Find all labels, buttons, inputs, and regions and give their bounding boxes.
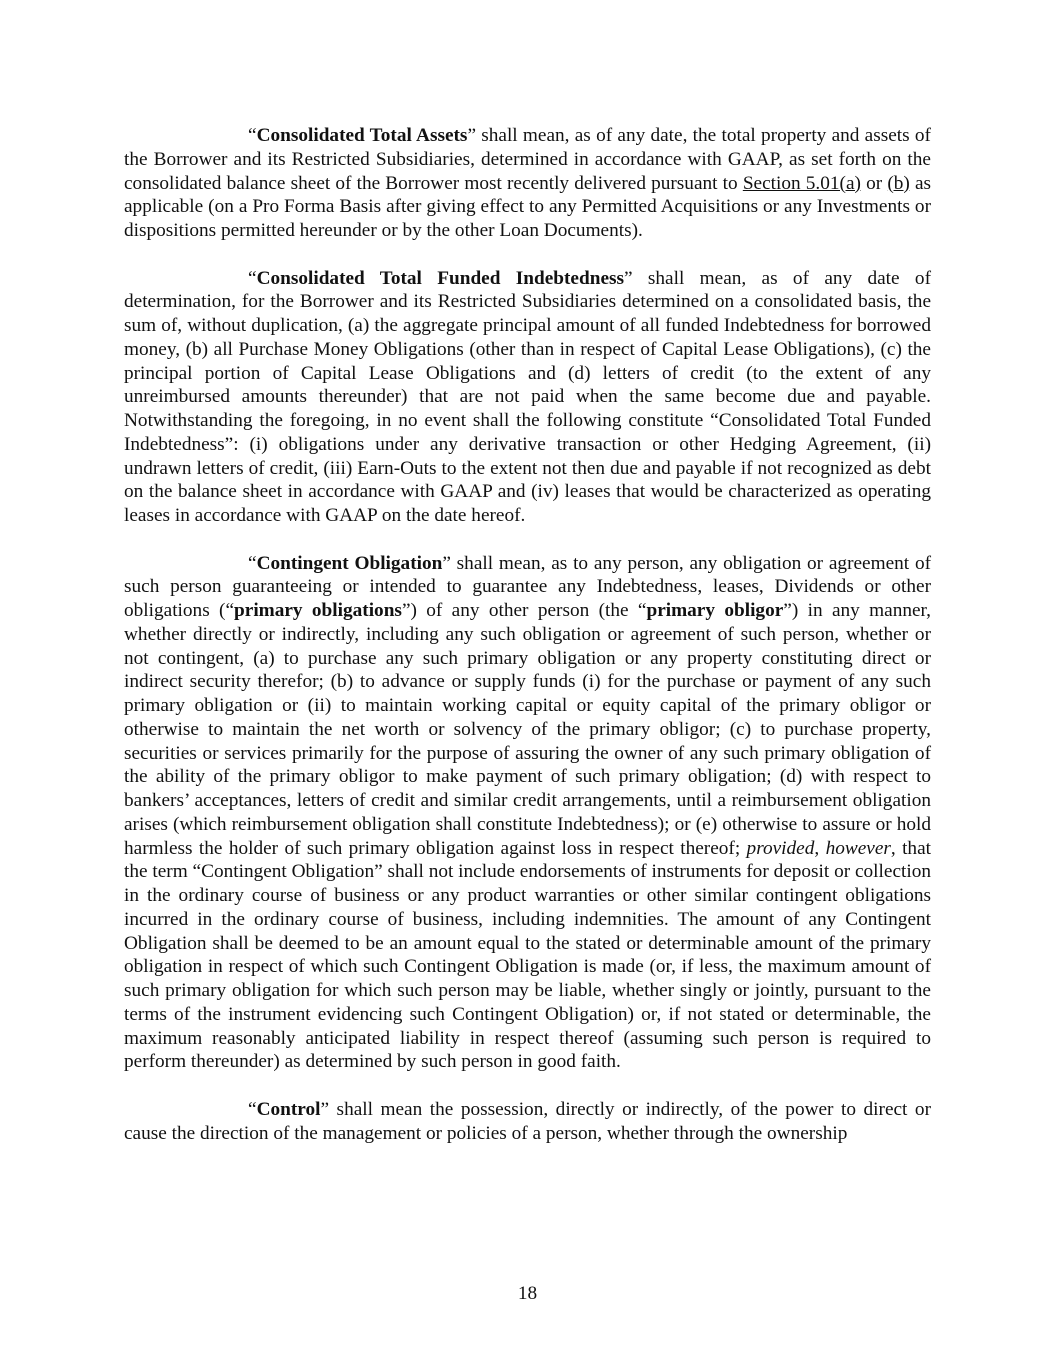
definition-paragraph <box>124 552 931 1075</box>
defined-term: Contingent Obligation <box>256 552 443 574</box>
body-text: ” shall mean, as of any date, the total property and assets of the Borrower and its Restricted Subsidiaries, determined in accordance with GAAP, as set forth on the consolidated balance sheet of the Borrower most recently delivered pursuant to <box>124 125 931 194</box>
definition-paragraph <box>124 124 931 243</box>
emphasis-text: provided <box>746 837 815 859</box>
document-body <box>124 124 931 1145</box>
body-text: “ <box>248 1098 257 1120</box>
body-text: “ <box>248 552 257 574</box>
definition-paragraph <box>124 267 931 528</box>
body-text: ” shall mean, as to any person, any obligation or agreement of such person guaranteeing or intended to guarantee any Indebtedness, leases, Dividends or other obligations (“ <box>124 552 932 622</box>
defined-term: Control <box>256 1098 321 1120</box>
defined-term: Consolidated Total Assets <box>256 125 468 146</box>
section-reference: (b) <box>887 172 910 194</box>
body-text: , <box>814 837 826 859</box>
defined-term: Consolidated Total Funded Indebtedness <box>256 267 625 289</box>
body-text: ” shall mean, as of any date of determination, for the Borrower and its Restricted Subsidiaries determined on a consolidated basis, the sum of, without duplication, (a) the aggregate principal amount of all funded Indebtedness for borrowed money, (b) all Purchase Money Obligations (other than in respect of Capital Lease Obligations), (c) the principal portion of Capital Lease Obligations and (d) letters of credit (to the extent of any unreimbursed amounts thereunder) that are not paid when the same become due and payable. Notwithstanding the foregoing, in no event shall the following constitute “Consolidated Total Funded Indebtedness”: (i) obligations under any derivative transaction or other Hedging Agreement, (ii) undrawn letters of credit, (iii) Earn-Outs to the extent not then due and payable if not recognized as debt on the balance sheet in accordance with GAAP and (iv) leases that would be characterized as operating leases in accordance with GAAP on the date hereof. <box>124 267 931 527</box>
body-text: ”) of any other person (the “ <box>401 600 647 622</box>
section-reference: Section 5.01(a) <box>742 172 861 194</box>
definition-paragraph <box>124 1098 931 1146</box>
emphasis-text: however <box>825 837 891 859</box>
defined-term: primary obligor <box>646 600 784 622</box>
body-text: ” shall mean the possession, directly or indirectly, of the power to direct or cause the direction of the management or policies of a person, whether through the ownership <box>124 1098 931 1144</box>
body-text: ”) in any manner, whether directly or indirectly, including any such obligation or agreement of such person, whether or not contingent, (a) to purchase any such primary obligation or any property constituting direct or indirect security therefor; (b) to advance or supply funds (i) for the purchase or payment of any such primary obligation or (ii) to maintain working capital or equity capital of the primary obligor or otherwise to maintain the net worth or solvency of the primary obligor; (c) to purchase property, securities or services primarily for the purpose of assuring the owner of any such primary obligation of the ability of the primary obligor to make payment of such primary obligation; (d) with respect to bankers’ acceptances, letters of credit and similar credit arrangements, until a reimbursement obligation arises (which reimbursement obligation shall constitute Indebtedness); or (e) otherwise to assure or hold harmless the holder of such primary obligation against loss in respect thereof; <box>124 600 932 859</box>
body-text: “ <box>248 267 257 289</box>
body-text: “ <box>248 125 257 146</box>
body-text: , that the term “Contingent Obligation” shall not include endorsements of instruments for deposit or collection in the ordinary course of business or any product warranties or other similar contingent obligations incurred in the ordinary course of business, including indemnities. The amount of any Contingent Obligation shall be deemed to be an amount equal to the stated or determinable amount of the primary obligation in respect of which such Contingent Obligation is made (or, if less, the maximum amount of such primary obligation for which such person may be liable, whether singly or jointly, pursuant to the terms of the instrument evidencing such Contingent Obligation) or, if not stated or determinable, the maximum reasonably anticipated liability in respect thereof (assuming such person is required to perform thereunder) as determined by such person in good faith. <box>124 837 931 1073</box>
defined-term: primary obligations <box>234 600 402 622</box>
body-text: or <box>860 172 888 194</box>
body-text: as applicable (on a Pro Forma Basis after giving effect to any Permitted Acquisitions or any Investments or dispositions permitted hereunder or by the other Loan Documents). <box>124 172 932 241</box>
page-number: 18 <box>517 1283 538 1304</box>
